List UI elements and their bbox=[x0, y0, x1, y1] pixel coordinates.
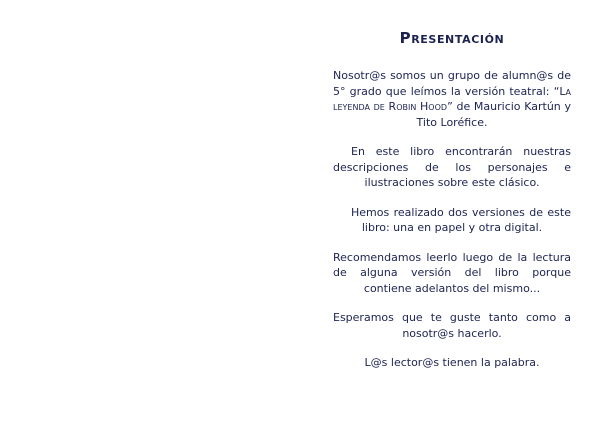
versions-paragraph: Hemos realizado dos versiones de este libro: una en papel y otra digital. bbox=[351, 205, 571, 234]
content-paragraph: En este libro encontrarán nuestras descripciones de los personajes e ilustraciones sobre este clásico. bbox=[333, 145, 571, 189]
presentation-column bbox=[333, 27, 571, 385]
intro-text-end: ” de Mauricio Kartún y Tito Loréfice. bbox=[416, 100, 571, 129]
closing-paragraph: L@s lector@s tienen la palabra. bbox=[364, 356, 540, 369]
page-title: Presentación bbox=[399, 29, 505, 47]
recommendation-paragraph: Recomendamos leerlo luego de la lectura de alguna versión del libro porque contiene adelantos del mismo... bbox=[333, 250, 571, 295]
wishes-paragraph: Esperamos que te guste tanto como a nosotr@s hacerlo. bbox=[333, 311, 571, 340]
intro-paragraph bbox=[333, 68, 571, 130]
book-title: La leyenda de Robin Hood bbox=[333, 84, 571, 113]
intro-text-start: Nosotr@s somos un grupo de alumn@s de 5° grado que leímos la versión teatral: “ bbox=[333, 69, 571, 98]
